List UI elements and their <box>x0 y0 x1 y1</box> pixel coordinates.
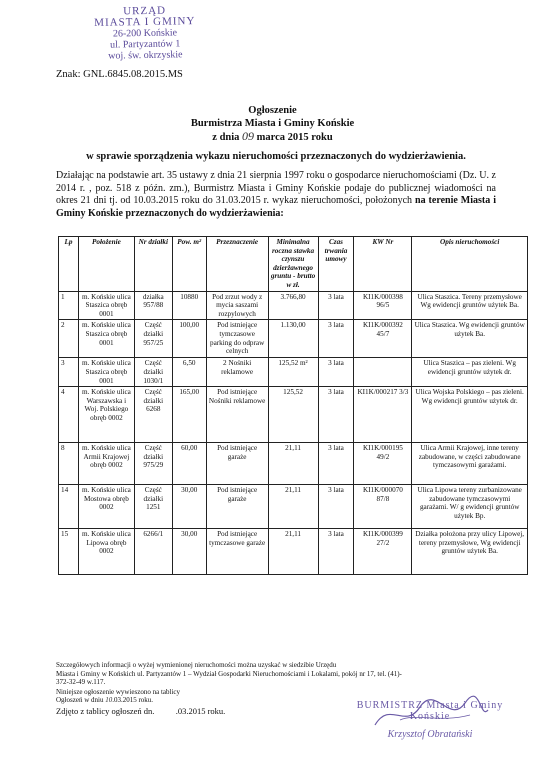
column-header: Przeznaczenie <box>206 237 268 292</box>
table-cell: 125,52 <box>268 387 318 443</box>
table-cell <box>354 358 412 387</box>
posted-line: Niniejsze ogłoszenie wywieszono na tablicy <box>56 687 181 696</box>
notice-subject: w sprawie sporządzenia wykazu nieruchomości przeznaczonych do wydzierżawienia. <box>86 151 466 162</box>
stamp-line: ul. Partyzantów 1 <box>109 38 181 51</box>
table-cell: 30,00 <box>172 485 206 529</box>
table-cell: m. Końskie ulica Mostowa obręb 0002 <box>78 485 134 529</box>
table-row <box>59 320 528 358</box>
office-stamp <box>70 5 221 63</box>
table-cell: Pod zrzut wody z mycia saszami rozpylowych <box>206 291 268 320</box>
table-cell: 6266/1 <box>134 529 172 575</box>
table-cell: KI1K/000195 49/2 <box>354 443 412 485</box>
table-cell: Część działki 1251 <box>134 485 172 529</box>
property-table <box>58 236 528 575</box>
table-cell: 165,00 <box>172 387 206 443</box>
table-cell: Ulica Armii Krajowej, inne tereny zabudowane, w części zabudowane tymczasowymi garażami. <box>412 443 528 485</box>
table-cell: Ulica Staszica – pas zieleni. Wg ewidencji gruntów użytek dr. <box>412 358 528 387</box>
table-cell: 3 lata <box>318 291 354 320</box>
table-row <box>59 387 528 443</box>
table-cell: KI1K/000070 87/8 <box>354 485 412 529</box>
signature-scribble-icon <box>370 695 490 735</box>
table-cell: KI1K/000217 3/3 <box>354 387 412 443</box>
table-cell: działka 957/88 <box>134 291 172 320</box>
table-cell: m. Końskie ulica Lipowa obręb 0002 <box>78 529 134 575</box>
posted-day-handwritten: 10 <box>105 696 113 704</box>
table-cell: Pod istniejące Nośniki reklamowe <box>206 387 268 443</box>
signatory-name: Krzysztof Obratański <box>387 729 473 740</box>
table-row <box>59 529 528 575</box>
table-cell: 2 Nośniki reklamowe <box>206 358 268 387</box>
table-cell: m. Końskie ulica Warszawska i Woj. Polskiego obręb 0002 <box>78 387 134 443</box>
column-header: Położenie <box>78 237 134 292</box>
table-cell: Pod istniejące tymczasowe garaże <box>206 529 268 575</box>
table-cell: 1.130,00 <box>268 320 318 358</box>
removed-suffix: .03.2015 roku. <box>175 705 226 716</box>
column-header: Nr działki <box>134 237 172 292</box>
column-header: Lp <box>59 237 79 292</box>
table-cell: Ulica Lipowa tereny zurbanizowane zabudowane tymczasowymi garażami. W/ g ewidencji gruntów użytek Bp. <box>412 485 528 529</box>
table-cell: 3 lata <box>318 485 354 529</box>
intro-paragraph <box>56 170 496 220</box>
title-line: Burmistrza Miasta i Gminy Końskie <box>190 118 355 129</box>
table-cell: Część działki 975/29 <box>134 443 172 485</box>
date-suffix: marca 2015 roku <box>256 132 333 143</box>
table-cell: 10880 <box>172 291 206 320</box>
table-row <box>59 443 528 485</box>
posted-suffix: .03.2015 roku. <box>112 696 154 704</box>
table-cell: 4 <box>59 387 79 443</box>
table-cell: 21,11 <box>268 529 318 575</box>
column-header: Pow. m² <box>172 237 206 292</box>
table-cell: Ulica Staszica. Tereny przemysłowe Wg ewidencji gruntów użytek Ba. <box>412 291 528 320</box>
table-cell: 21,11 <box>268 443 318 485</box>
table-cell: 6,50 <box>172 358 206 387</box>
title-line: Ogłoszenie <box>248 105 297 116</box>
table-cell: m. Końskie ulica Staszica obręb 0001 <box>78 358 134 387</box>
table-row <box>59 358 528 387</box>
signature-block <box>355 700 505 740</box>
footer-info-line: 372-32-49 w.117. <box>56 678 106 686</box>
table-cell: m. Końskie ulica Armii Krajowej obręb 0002 <box>78 443 134 485</box>
table-cell: Pod istniejące tymczasowe parking do odpraw celnych <box>206 320 268 358</box>
table-cell: 30,00 <box>172 529 206 575</box>
column-header: Opis nieruchomości <box>412 237 528 292</box>
table-cell: KI1K/000398 96/5 <box>354 291 412 320</box>
table-cell: m. Końskie ulica Staszica obręb 0001 <box>78 291 134 320</box>
removed-prefix: Zdjęto z tablicy ogłoszeń dn. <box>56 705 155 716</box>
table-cell: 3 lata <box>318 529 354 575</box>
table-cell: 14 <box>59 485 79 529</box>
table-cell: m. Końskie ulica Staszica obręb 0001 <box>78 320 134 358</box>
table-row <box>59 485 528 529</box>
column-header: Minimalna roczna stawka czynszu dzierżawnego gruntu - brutto w zł. <box>268 237 318 292</box>
table-cell: 8 <box>59 443 79 485</box>
table-row <box>59 291 528 320</box>
date-day-handwritten: 09 <box>242 129 255 143</box>
table-cell: 125,52 m² <box>268 358 318 387</box>
stamp-line: woj. św. okrzyskie <box>108 49 183 62</box>
signature-stamp: BURMISTRZ Miasta i Gminy Końskie <box>356 700 504 722</box>
table-cell: Działka położona przy ulicy Lipowej, tereny przemysłowe, Wg ewidencji gruntów użytek Ba. <box>412 529 528 575</box>
stamp-line: MIASTA I GMINY <box>94 15 196 29</box>
table-cell: KI1K/000392 45/7 <box>354 320 412 358</box>
notice-title <box>0 104 545 144</box>
table-cell: 3 lata <box>318 443 354 485</box>
table-cell: 100,00 <box>172 320 206 358</box>
reference-number: Znak: GNL.6845.08.2015.MS <box>56 69 183 80</box>
table-cell: 60,00 <box>172 443 206 485</box>
intro-bold: na terenie Miasta i Gminy Końskie przeznaczonych do wydzierżawienia: <box>56 195 496 219</box>
posted-prefix: Ogłoszeń w dniu <box>56 696 104 704</box>
table-cell: Część działki 957/25 <box>134 320 172 358</box>
table-cell: 15 <box>59 529 79 575</box>
date-prefix: z dnia <box>212 132 240 143</box>
table-cell: Ulica Staszica. Wg ewidencji gruntów użytek Ba. <box>412 320 528 358</box>
stamp-line: URZĄD <box>123 4 167 18</box>
column-header: Czas trwania umowy <box>318 237 354 292</box>
table-cell: 2 <box>59 320 79 358</box>
table-cell: 3 lata <box>318 320 354 358</box>
table-cell: Część działki 1030/1 <box>134 358 172 387</box>
footer-info-line: Szczegółowych informacji o wyżej wymienionej nieruchomości można uzyskać w siedzibie Urzędu <box>56 661 337 669</box>
table-cell: 3 <box>59 358 79 387</box>
table-cell: KI1K/000399 27/2 <box>354 529 412 575</box>
table-cell: 1 <box>59 291 79 320</box>
table-cell: Ulica Wojska Polskiego – pas zieleni. Wg ewidencji gruntów użytek dr. <box>412 387 528 443</box>
intro-text: Działając na podstawie art. 35 ustawy z dnia 21 sierpnia 1997 roku o gospodarce nieruchomościami (Dz. U. z 2014 r. , poz. 518 z późn. zm.), Burmistrz Miasta i Gminy Końskie podaje do publicznej wiadomości na okres 21 dni tj. od 10.03.2015 roku do 31.03.2015 r. wykaz nieruchomości, położonych <box>56 170 496 207</box>
footer-info-line: Miasta i Gminy w Końskich ul. Partyzantów 1 – Wydział Gospodarki Nieruchomościami i Lokalami, pokój nr 17, tel. (41)- <box>56 669 402 678</box>
table-cell: Pod istniejące garaże <box>206 443 268 485</box>
column-header: KW Nr <box>354 237 412 292</box>
stamp-line: 26-200 Końskie <box>112 27 178 40</box>
table-cell: 3.766,80 <box>268 291 318 320</box>
table-cell: 3 lata <box>318 358 354 387</box>
table-header-row <box>59 237 528 292</box>
table-cell: Część działki 6268 <box>134 387 172 443</box>
table-cell: 21,11 <box>268 485 318 529</box>
table-cell: Pod istniejące garaże <box>206 485 268 529</box>
title-date <box>0 130 545 144</box>
table-cell: 3 lata <box>318 387 354 443</box>
